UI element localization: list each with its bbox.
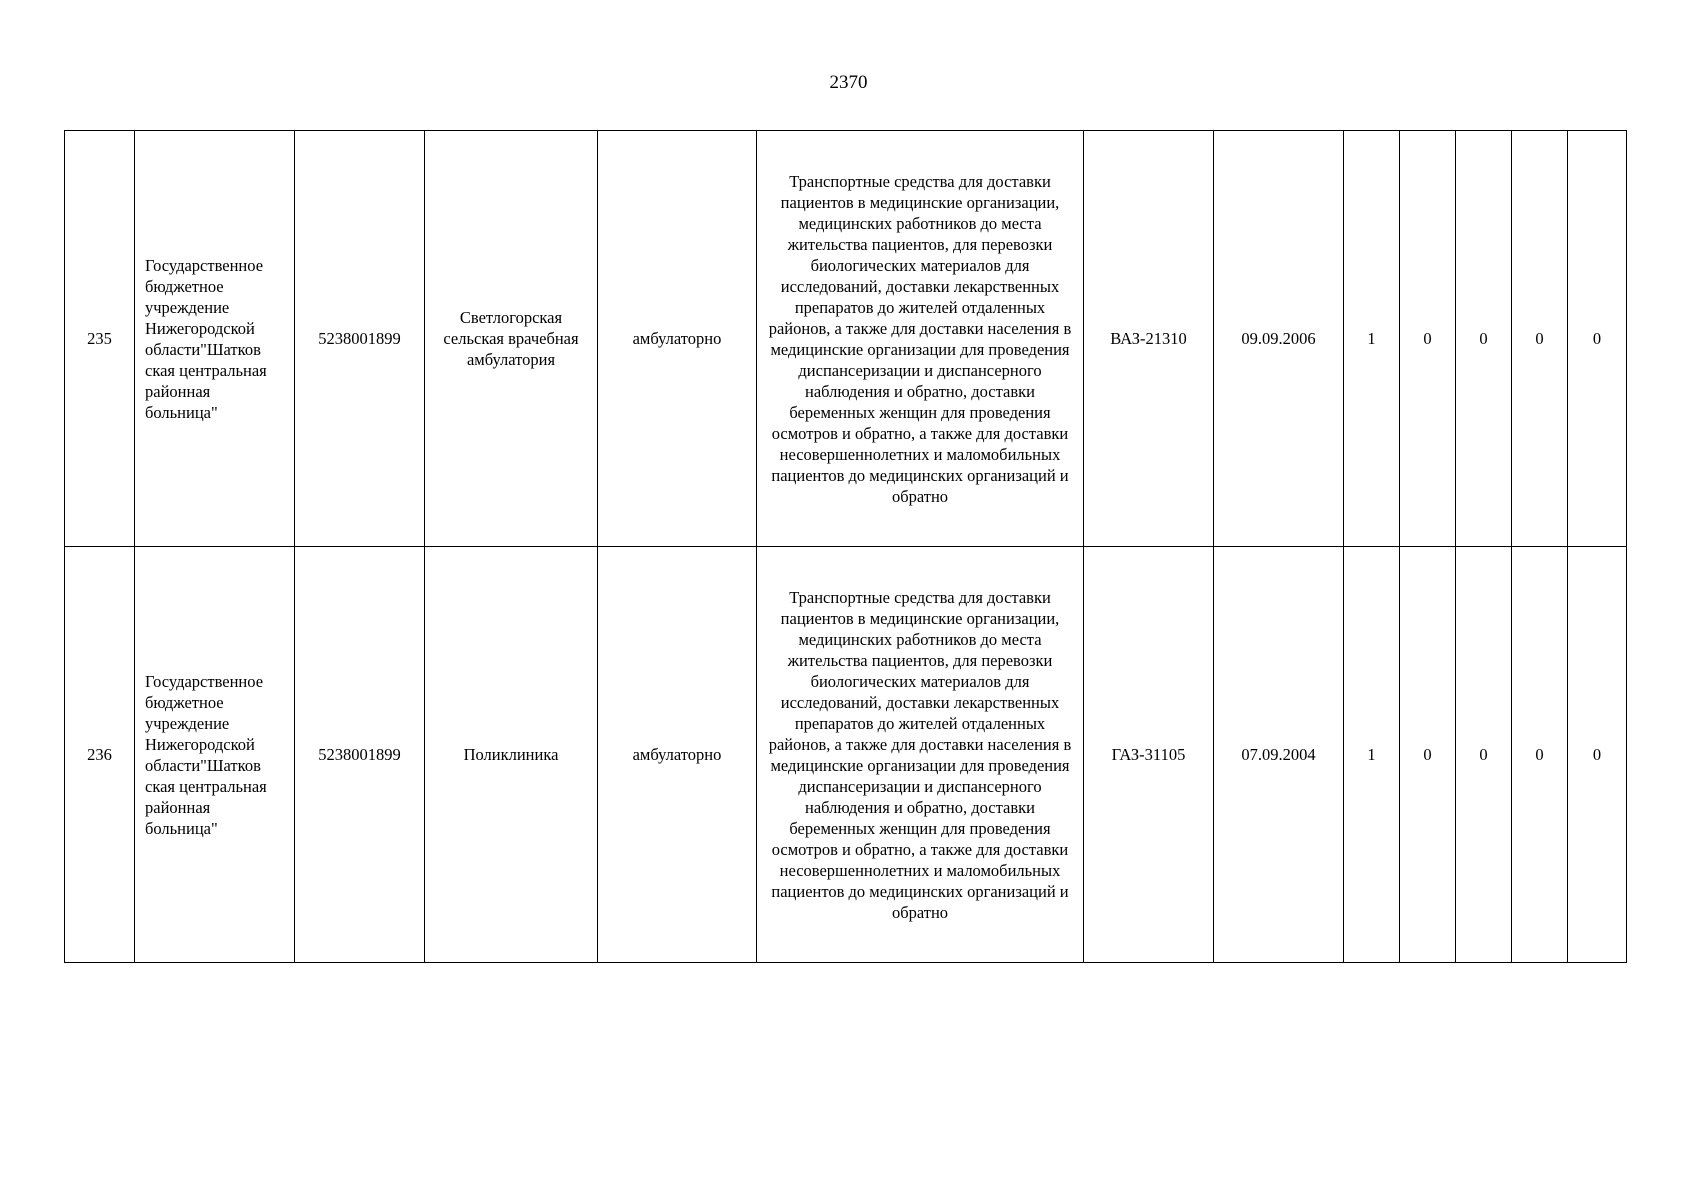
count-cell: 0 [1512, 131, 1568, 547]
vehicle-model-cell: ГАЗ-31105 [1084, 547, 1214, 963]
organization-name-line: Государственное [145, 671, 264, 691]
organization-name-line: учреждение [145, 713, 230, 733]
unit-cell: Поликлиника [425, 547, 598, 963]
organization-name-line: учреждение [145, 297, 230, 317]
organization-name-line: больница" [145, 818, 218, 838]
count-cell: 0 [1456, 131, 1512, 547]
organization-name-line: области"Шатков [145, 339, 261, 359]
purpose-cell: Транспортные средства для доставки пациентов в медицинские организации, медицинских работников до места жительства пациентов, для перевозки биологических материалов для исследований, доставки лекарственных препаратов до жителей отдаленных районов, а также для доставки населения в медицинские организации для проведения диспансеризации и диспансерного наблюдения и обратно, доставки беременных женщин для проведения осмотров и обратно, а также для доставки несовершеннолетних и маломобильных пациентов до медицинских организаций и обратно [757, 131, 1084, 547]
row-index: 236 [65, 547, 135, 963]
vehicle-registry-table [64, 130, 1627, 963]
organization-name-line: больница" [145, 402, 218, 422]
organization-name-line: бюджетное [145, 276, 224, 296]
organization-name-line: районная [145, 797, 211, 817]
organization-name-line: ская центральная [145, 776, 267, 796]
table-row [65, 131, 1627, 547]
organization-name-line: районная [145, 381, 211, 401]
count-cell: 0 [1568, 547, 1627, 963]
page-number: 2370 [829, 72, 868, 93]
count-cell: 0 [1400, 547, 1456, 963]
care-type-cell: амбулаторно [598, 547, 757, 963]
organization-name-line: Нижегородской [145, 318, 255, 338]
row-index: 235 [65, 131, 135, 547]
organization-name-line: бюджетное [145, 692, 224, 712]
vehicle-model-cell: ВАЗ-21310 [1084, 131, 1214, 547]
organization-name [135, 131, 295, 547]
inn-cell: 5238001899 [295, 131, 425, 547]
count-cell: 0 [1568, 131, 1627, 547]
count-cell: 1 [1344, 547, 1400, 963]
date-cell: 09.09.2006 [1214, 131, 1344, 547]
organization-name-line: Нижегородской [145, 734, 255, 754]
count-cell: 0 [1456, 547, 1512, 963]
unit-cell: Светлогорская сельская врачебная амбулатория [425, 131, 598, 547]
organization-name-line: области"Шатков [145, 755, 261, 775]
table-row [65, 547, 1627, 963]
care-type-cell: амбулаторно [598, 131, 757, 547]
count-cell: 0 [1400, 131, 1456, 547]
purpose-cell: Транспортные средства для доставки пациентов в медицинские организации, медицинских работников до места жительства пациентов, для перевозки биологических материалов для исследований, доставки лекарственных препаратов до жителей отдаленных районов, а также для доставки населения в медицинские организации для проведения диспансеризации и диспансерного наблюдения и обратно, доставки беременных женщин для проведения осмотров и обратно, а также для доставки несовершеннолетних и маломобильных пациентов до медицинских организаций и обратно [757, 547, 1084, 963]
date-cell: 07.09.2004 [1214, 547, 1344, 963]
organization-name [135, 547, 295, 963]
organization-name-line: Государственное [145, 255, 264, 275]
inn-cell: 5238001899 [295, 547, 425, 963]
count-cell: 1 [1344, 131, 1400, 547]
organization-name-line: ская центральная [145, 360, 267, 380]
count-cell: 0 [1512, 547, 1568, 963]
